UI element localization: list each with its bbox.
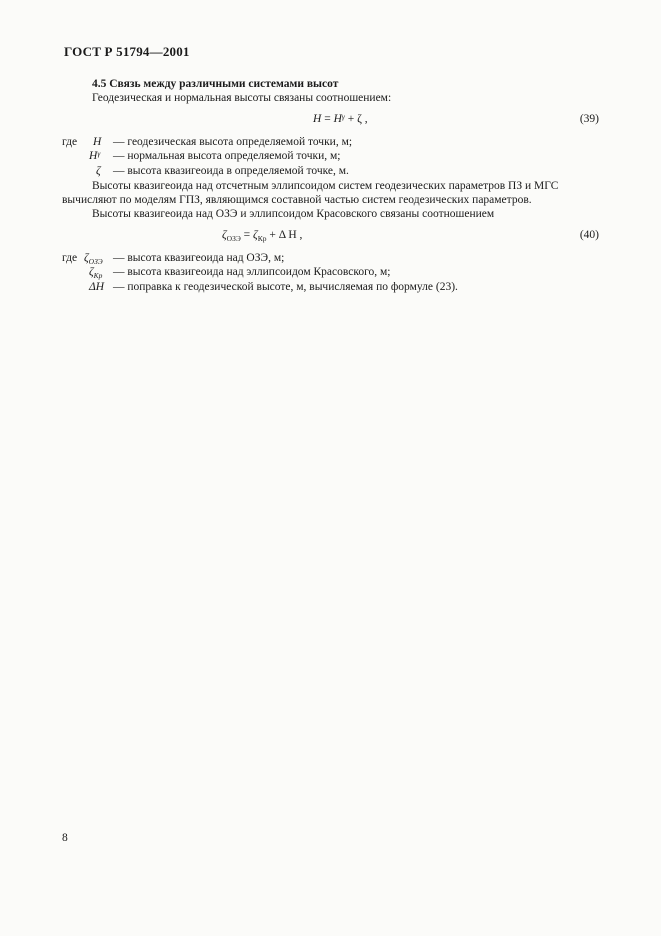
equation-39-number: (39) — [579, 113, 599, 125]
document-header: ГОСТ Р 51794—2001 — [64, 44, 190, 59]
page-number: 8 — [62, 832, 68, 844]
eq39-rest: + ζ , — [344, 113, 368, 125]
section-intro: Геодезическая и нормальная высоты связаны соотношением: — [92, 92, 392, 104]
def-text: — высота квазигеоида в определяемой точке, м. — [113, 165, 349, 177]
eq39-op: = — [321, 113, 334, 125]
eq39-h2: H — [333, 113, 342, 125]
def-symbol: ζ — [96, 165, 101, 177]
def-text: — нормальная высота определяемой точки, м; — [113, 150, 341, 162]
section-title: 4.5 Связь между различными системами высот — [92, 78, 339, 90]
def-symbol: $H^\gamma$ — [89, 149, 101, 162]
def-symbol: $\zeta_{Кр}$ — [89, 266, 103, 280]
def-text: — высота квазигеоида над эллипсоидом Красовского, м; — [113, 266, 391, 278]
def-symbol: H — [93, 136, 102, 148]
def-prefix: где — [62, 252, 78, 264]
eq39-sup: γ — [341, 112, 345, 121]
equation-39 — [313, 113, 368, 125]
paragraph-1-line-2: вычисляют по моделям ГПЗ, являющимся составной частью систем геодезических параметров. — [62, 194, 532, 206]
equation-40: $\zeta_{ОЗЭ} = \zeta_{Кр} + \Delta$ H , — [222, 229, 303, 243]
paragraph-2: Высоты квазигеоида над ОЗЭ и эллипсоидом Красовского связаны соотношением — [92, 208, 495, 220]
paragraph-1-line-1: Высоты квазигеоида над отсчетным эллипсоидом систем геодезических параметров ПЗ и МГС — [92, 180, 559, 192]
def-symbol: ΔH — [89, 281, 105, 293]
def-text: — высота квазигеоида над ОЗЭ, м; — [113, 252, 285, 264]
def-text: — поправка к геодезической высоте, м, вычисляемая по формуле (23). — [113, 281, 458, 293]
equation-40-number: (40) — [579, 229, 599, 241]
def-text: — геодезическая высота определяемой точки, м; — [113, 136, 353, 148]
eq39-lhs: H — [313, 113, 322, 125]
def-prefix: где — [62, 136, 78, 148]
def-symbol: $\zeta_{ОЗЭ}$ — [84, 252, 103, 266]
